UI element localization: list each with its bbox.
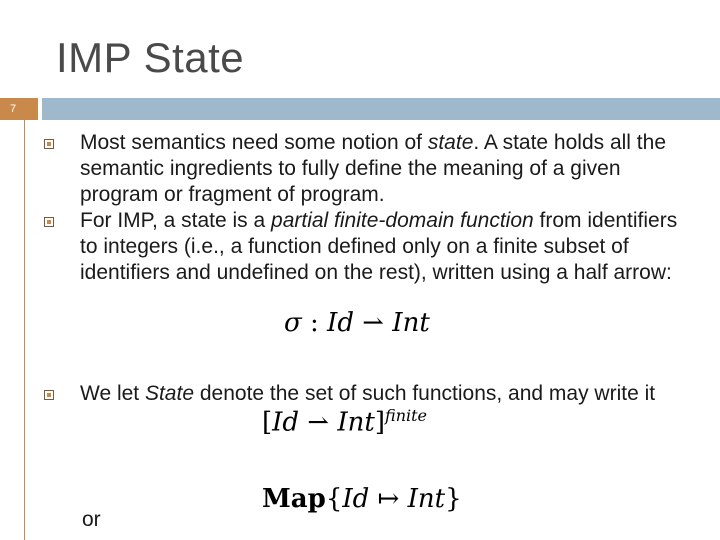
text-run: denote the set of such functions, and may write it [194,382,656,405]
bullet-text-3 [80,381,700,407]
bullet-text-1 [80,130,700,208]
maps-to-arrow: ↦ [369,484,408,514]
int-type: Int [407,484,446,514]
title-rule-bar [42,98,720,120]
slide-title: IMP State [56,34,245,81]
italic-term: State [144,382,195,405]
or-text: or [82,508,101,531]
map-keyword: Map [262,484,326,514]
italic-term: state [427,131,474,154]
left-brace: { [325,484,343,514]
text-run: from identifiers to integers (i.e., a function defined only on a finite subset of identifiers and undefined on the rest), written using a half arrow: [80,209,678,284]
italic-term: partial finite-domain function [271,209,534,232]
bullet-text-2 [80,208,700,286]
id-type: Id [342,484,370,514]
map-notation [262,484,462,514]
partial-arrow: ⇀ [299,407,338,438]
finite-superscript: finite [385,406,428,425]
int-type: Int [392,308,430,338]
text-run: We let [80,382,145,405]
id-type: Id [327,308,354,338]
right-bracket: ] [374,407,386,438]
colon: : [301,308,328,338]
text-run: . A state holds all the semantic ingredients to fully define the meaning of a given program or fragment of program. [80,131,667,206]
id-type: Id [272,407,300,438]
text-run: Most semantics need some notion of [80,131,428,154]
finite-function-set [262,406,427,438]
text-run: For IMP, a state is a [80,209,272,232]
left-bracket: [ [262,407,273,438]
sigma-signature [278,308,436,338]
bullet-marker-2 [44,217,54,227]
bullet-marker-3 [44,390,54,400]
right-brace: } [445,484,462,514]
bullet-marker-1 [44,139,54,149]
left-vertical-rule [24,120,25,540]
int-type: Int [337,407,375,438]
slide-number: 7 [0,98,38,120]
partial-arrow: ⇀ [353,308,393,338]
sigma-symbol: σ [284,308,302,338]
